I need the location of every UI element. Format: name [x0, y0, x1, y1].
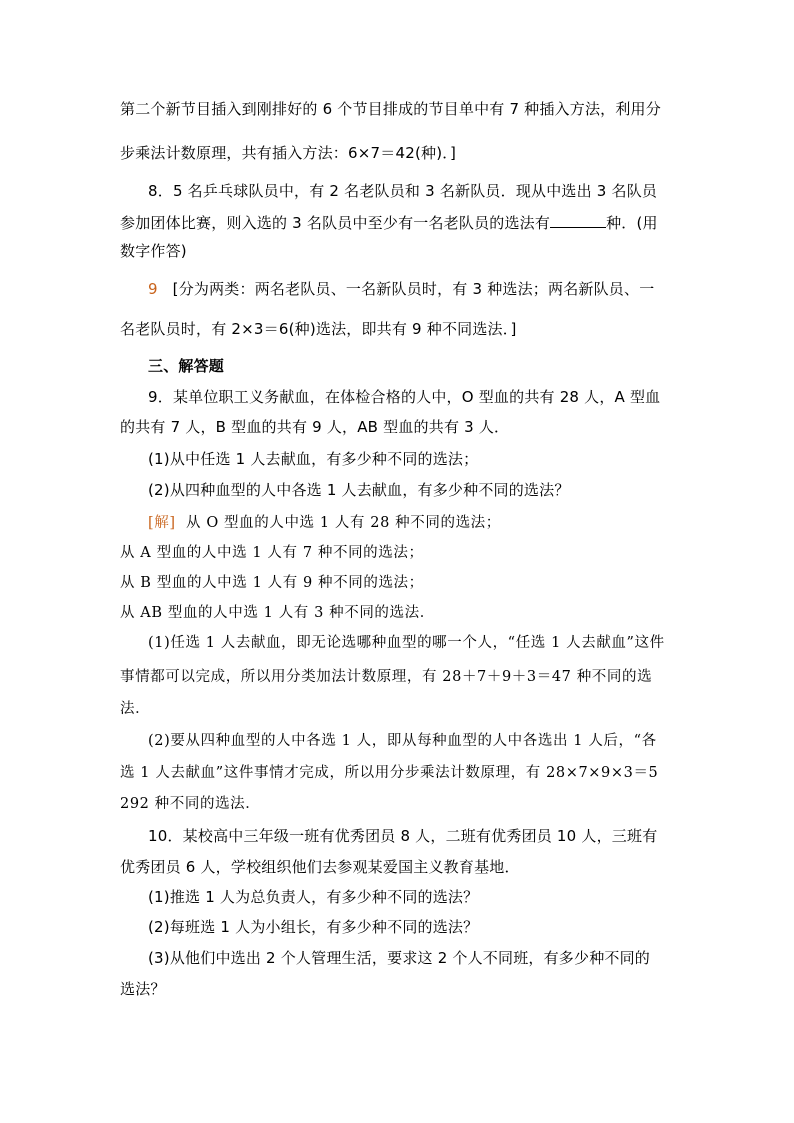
q9-solution-part2-line-3: 292 种不同的选法．: [120, 796, 261, 812]
q7-answer-line-1: 第二个新节目插入到刚排好的 6 个节目排成的节目单中有 7 种插入方法，利用分: [120, 100, 661, 118]
q8-line-2-tail: 种．(用: [606, 214, 658, 232]
q9-sub-2: (2)从四种血型的人中各选 1 人去献血，有多少种不同的选法？: [148, 481, 570, 499]
q8-line-3: 数字作答): [120, 242, 187, 260]
q8-answer-line-2: 名老队员时，有 2×3＝6(种)选法，即共有 9 种不同选法．]: [120, 320, 517, 338]
q9-solution-part1-line-3: 法．: [120, 701, 151, 717]
q10-sub-1: (1)推选 1 人为总负责人，有多少种不同的选法？: [148, 888, 479, 906]
q9-solution-line-3: 从 B 型血的人中选 1 人有 9 种不同的选法；: [120, 575, 424, 591]
q10-sub-3-line-2: 选法？: [120, 980, 166, 998]
q9-line-2: 的共有 7 人，B 型血的共有 9 人，AB 型血的共有 3 人．: [120, 418, 510, 436]
q8-answer-number: 9: [148, 280, 158, 298]
q9-line-1: 9．某单位职工义务献血，在体检合格的人中，O 型血的共有 28 人，A 型血: [148, 388, 661, 406]
q7-answer-line-2: 步乘法计数原理，共有插入方法：6×7＝42(种)．]: [120, 144, 457, 162]
q9-solution-line-4: 从 AB 型血的人中选 1 人有 3 种不同的选法．: [120, 605, 435, 621]
q9-solution-part1-line-1: (1)任选 1 人去献血，即无论选哪种血型的哪一个人，“任选 1 人去献血”这件: [148, 635, 665, 651]
q10-line-1: 10．某校高中三年级一班有优秀团员 8 人，二班有优秀团员 10 人，三班有: [148, 827, 658, 845]
q8-answer-line-1: [148, 278, 680, 300]
section-title: 三、解答题: [148, 357, 225, 375]
q10-sub-3-line-1: (3)从他们中选出 2 个人管理生活，要求这 2 个人不同班，有多少种不同的: [148, 949, 651, 967]
q8-line-2-text: 参加团体比赛，则入选的 3 名队员中至少有一名老队员的选法有: [120, 214, 551, 232]
q9-solution-part2-line-2: 选 1 人去献血”这件事情才完成，所以用分步乘法计数原理，有 28×7×9×3＝5: [120, 765, 659, 781]
answer-blank: [550, 213, 606, 228]
q9-solution-line-1: [148, 512, 680, 534]
q9-solution-part1-line-2: 事情都可以完成，所以用分类加法计数原理，有 28＋7＋9＋3＝47 种不同的选: [120, 669, 653, 685]
solution-tag: [解]: [148, 515, 176, 531]
solution-text: 从 O 型血的人中选 1 人有 28 种不同的选法；: [186, 515, 501, 531]
q9-solution-part2-line-1: (2)要从四种血型的人中各选 1 人，即从每种血型的人中各选出 1 人后，“各: [148, 733, 657, 749]
q10-line-2: 优秀团员 6 人，学校组织他们去参观某爱国主义教育基地．: [120, 858, 520, 876]
q9-sub-1: (1)从中任选 1 人去献血，有多少种不同的选法；: [148, 450, 479, 468]
q8-line-1: 8．5 名乒乓球队员中，有 2 名老队员和 3 名新队员．现从中选出 3 名队员: [148, 182, 658, 200]
q8-line-2: [120, 212, 680, 234]
q10-sub-2: (2)每班选 1 人为小组长，有多少种不同的选法？: [148, 918, 479, 936]
q8-answer-text: [分为两类：两名老队员、一名新队员时，有 3 种选法；两名新队员、一: [172, 280, 655, 298]
q9-solution-line-2: 从 A 型血的人中选 1 人有 7 种不同的选法；: [120, 545, 424, 561]
